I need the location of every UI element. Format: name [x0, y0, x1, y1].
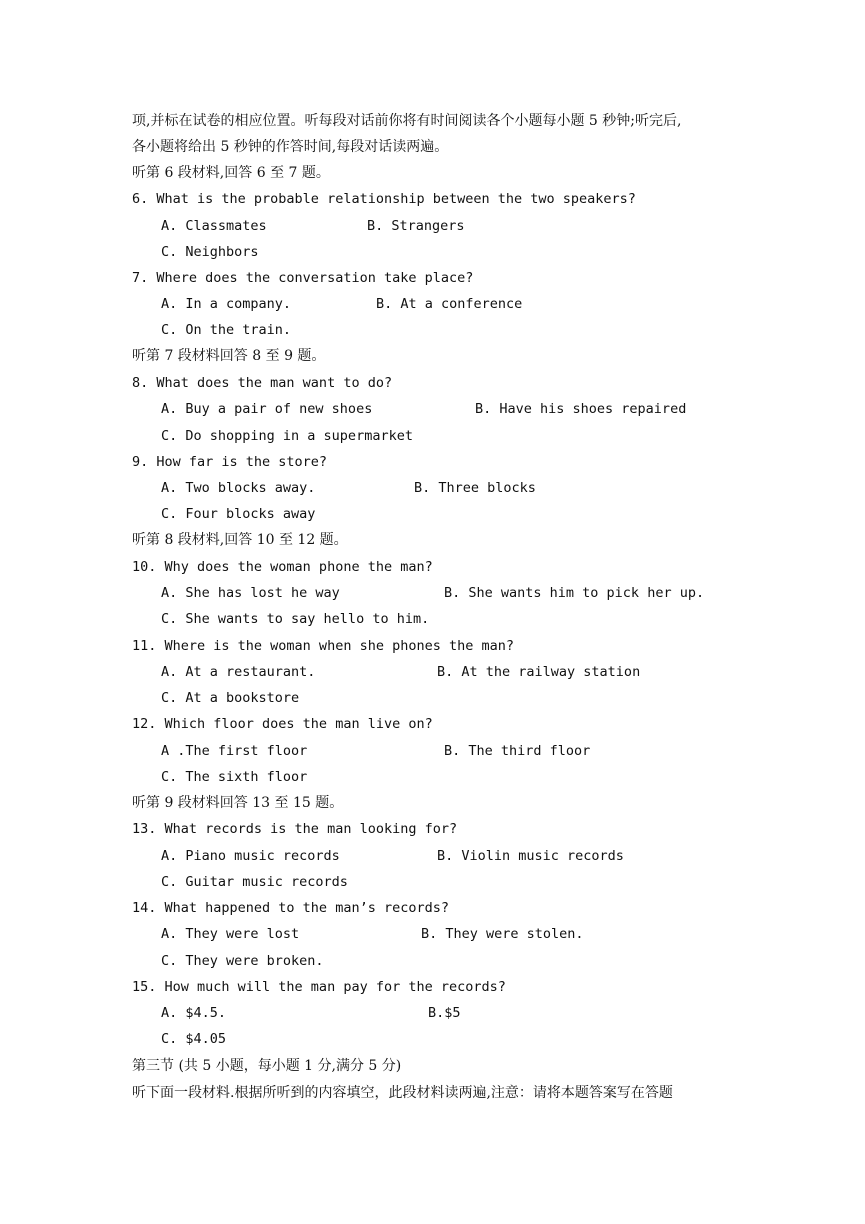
question-stem: 14. What happened to the man’s records? [132, 900, 449, 916]
option-c: C. At a bookstore [161, 690, 300, 706]
question-stem: 13. What records is the man looking for? [132, 821, 458, 837]
question-stem: 10. Why does the woman phone the man? [132, 559, 433, 575]
question-stem: 8. What does the man want to do? [132, 375, 393, 391]
question-stem: 9. How far is the store? [132, 454, 328, 470]
part3-title: 第三节 (共 5 小题，每小题 1 分,满分 5 分) [132, 1058, 402, 1074]
question-stem: 15. How much will the man pay for the records? [132, 979, 506, 995]
section-header: 听第 7 段材料回答 8 至 9 题。 [132, 348, 326, 364]
option-c: C. Guitar music records [161, 874, 348, 890]
option-a: A. At a restaurant. [161, 664, 316, 680]
option-b: B. She wants him to pick her up. [444, 585, 705, 601]
option-a: A. Two blocks away. [161, 480, 316, 496]
section-header: 听第 6 段材料,回答 6 至 7 题。 [132, 165, 330, 181]
option-b: B.$5 [428, 1005, 461, 1021]
question-stem: 12. Which floor does the man live on? [132, 716, 433, 732]
option-c: C. Neighbors [161, 244, 259, 260]
option-b: B. Three blocks [414, 480, 536, 496]
option-c: C. Do shopping in a supermarket [161, 428, 413, 444]
option-a: A. She has lost he way [161, 585, 340, 601]
section-header: 听第 8 段材料,回答 10 至 12 题。 [132, 532, 348, 548]
option-a: A. $4.5. [161, 1005, 227, 1021]
option-c: C. $4.05 [161, 1031, 227, 1047]
option-b: B. At a conference [376, 296, 523, 312]
option-a: A. Piano music records [161, 848, 340, 864]
option-a: A. In a company. [161, 296, 292, 312]
question-stem: 7. Where does the conversation take place? [132, 270, 474, 286]
option-c: C. On the train. [161, 322, 292, 338]
section-header: 听第 9 段材料回答 13 至 15 题。 [132, 795, 344, 811]
option-b: B. Strangers [367, 218, 465, 234]
option-c: C. They were broken. [161, 953, 324, 969]
option-a: A .The first floor [161, 743, 308, 759]
option-c: C. She wants to say hello to him. [161, 611, 430, 627]
option-a: A. Buy a pair of new shoes [161, 401, 373, 417]
option-b: B. Have his shoes repaired [475, 401, 687, 417]
option-b: B. Violin music records [437, 848, 624, 864]
question-stem: 11. Where is the woman when she phones the man? [132, 638, 515, 654]
part3-instruction: 听下面一段材料.根据所听到的内容填空，此段材料读两遍,注意：请将本题答案写在答题 [132, 1085, 673, 1101]
option-a: A. They were lost [161, 926, 300, 942]
option-b: B. The third floor [444, 743, 591, 759]
option-a: A. Classmates [161, 218, 267, 234]
option-b: B. They were stolen. [421, 926, 584, 942]
option-c: C. The sixth floor [161, 769, 308, 785]
option-c: C. Four blocks away [161, 506, 316, 522]
intro-line-1: 项,并标在试卷的相应位置。听每段对话前你将有时间阅读各个小题每小题 5 秒钟;听完后, [132, 113, 682, 129]
intro-line-2: 各小题将给出 5 秒钟的作答时间,每段对话读两遍。 [132, 139, 449, 155]
question-stem: 6. What is the probable relationship between the two speakers? [132, 191, 636, 207]
option-b: B. At the railway station [437, 664, 641, 680]
